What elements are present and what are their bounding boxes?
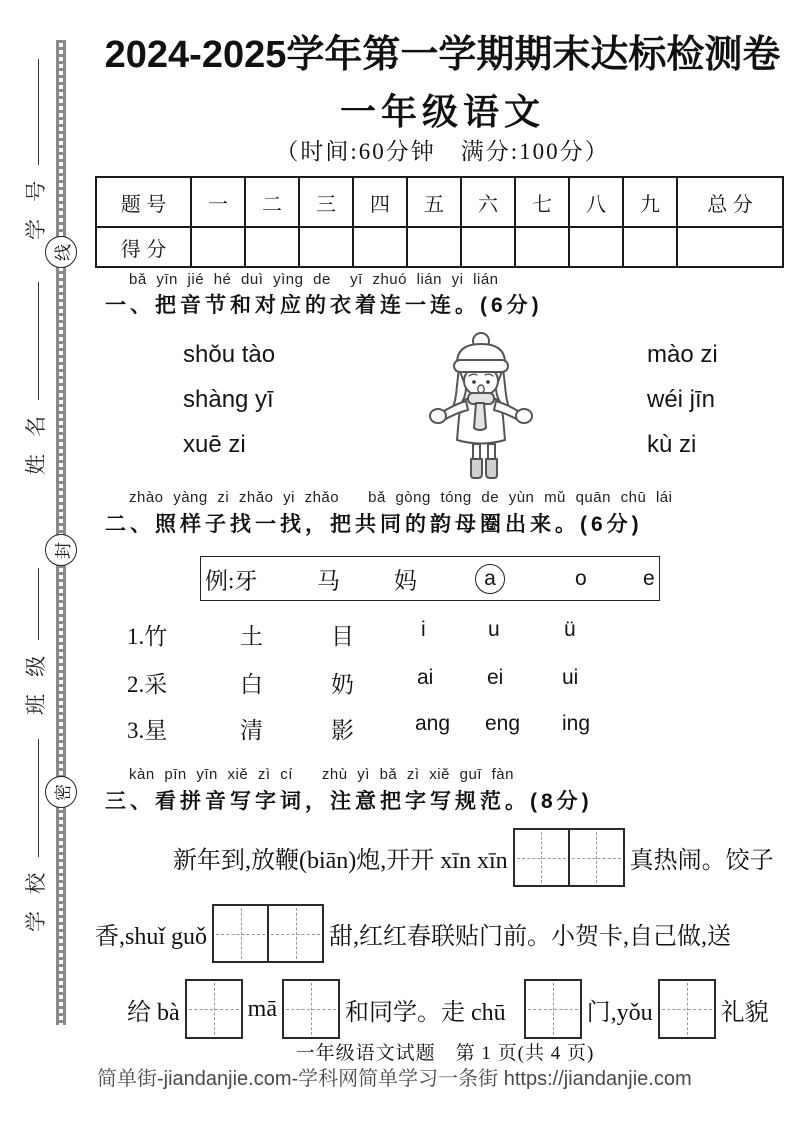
match-left-column bbox=[183, 341, 275, 476]
header-cell: 四 bbox=[353, 177, 407, 227]
boot-right bbox=[486, 459, 497, 478]
header-cell: 五 bbox=[407, 177, 461, 227]
score-table bbox=[95, 176, 784, 268]
exam-title: 2024-2025学年第一学期期末达标检测卷 bbox=[104, 34, 781, 76]
vowel-option: ui bbox=[562, 666, 579, 689]
line-text: 礼貌 bbox=[720, 999, 769, 1026]
row-char: 土 bbox=[240, 624, 263, 649]
score-cell bbox=[299, 227, 353, 267]
section2-heading: 二、照样子找一找，把共同的韵母圈出来。(6分) bbox=[105, 513, 643, 536]
section1-matching-area bbox=[95, 331, 795, 483]
score-cell bbox=[623, 227, 677, 267]
vowel-option: ing bbox=[562, 712, 591, 735]
writing-box-single-cell bbox=[658, 979, 716, 1039]
header-cell: 九 bbox=[623, 177, 677, 227]
vowel-option: ang bbox=[415, 712, 451, 735]
writing-cell bbox=[568, 830, 623, 885]
blank-line bbox=[34, 568, 39, 640]
vowel-option: e bbox=[643, 566, 655, 590]
example-label-char: 例:牙 bbox=[205, 568, 258, 593]
seal-label-student-id: 学 号 bbox=[24, 174, 48, 240]
header-cell: 总 分 bbox=[677, 177, 783, 227]
circled-vowel: a bbox=[475, 564, 505, 594]
writing-cell bbox=[267, 906, 322, 961]
exam-subject: 一年级语文 bbox=[339, 91, 545, 132]
girl-in-winter-clothes-illustration bbox=[413, 331, 545, 481]
page-footer: 一年级语文试题 第 1 页(共 4 页) bbox=[295, 1043, 595, 1064]
header-cell: 一 bbox=[191, 177, 245, 227]
writing-line-1 bbox=[95, 828, 774, 887]
writing-line-3 bbox=[95, 979, 769, 1039]
writing-cell bbox=[214, 906, 267, 961]
score-cell bbox=[191, 227, 245, 267]
writing-box-single-cell bbox=[185, 979, 243, 1039]
example-box bbox=[200, 556, 660, 601]
blank-line bbox=[34, 59, 39, 165]
match-right-column bbox=[647, 341, 718, 476]
score-cell bbox=[353, 227, 407, 267]
exam-time-score-info: （时间:60分钟 满分:100分） bbox=[275, 139, 610, 164]
line-text: 新年到,放鞭(biān)炮,开开 xīn xīn bbox=[173, 848, 508, 874]
header-cell: 七 bbox=[515, 177, 569, 227]
match-word: xuē zi bbox=[183, 431, 246, 458]
seal-field-student-id bbox=[20, 59, 50, 240]
score-cell bbox=[245, 227, 299, 267]
score-table-score-row bbox=[96, 227, 783, 267]
writing-cell bbox=[284, 981, 338, 1037]
seal-field-name bbox=[20, 282, 50, 475]
seal-field-school bbox=[20, 739, 50, 932]
vowel-row-1 bbox=[127, 618, 687, 650]
line-text: 甜,红红春联贴门前。小贺卡,自己做,送 bbox=[329, 924, 732, 950]
seal-stamp-line: 线 bbox=[45, 236, 77, 268]
header-cell: 六 bbox=[461, 177, 515, 227]
header-cell: 三 bbox=[299, 177, 353, 227]
score-cell bbox=[461, 227, 515, 267]
example-char: 妈 bbox=[394, 568, 417, 593]
line-text: 真热闹。饺子 bbox=[629, 848, 774, 874]
header-cell: 八 bbox=[569, 177, 623, 227]
score-cell bbox=[515, 227, 569, 267]
vowel-row-3 bbox=[127, 712, 687, 744]
row-char: 目 bbox=[331, 624, 354, 649]
writing-cell bbox=[187, 981, 241, 1037]
score-cell bbox=[569, 227, 623, 267]
section3-pinyin: kàn pīn yīn xiě zì cí zhù yì bǎ zì xiě guī fàn bbox=[129, 766, 514, 783]
line-text: 门,yǒu bbox=[586, 999, 653, 1026]
hat-brim bbox=[454, 360, 508, 372]
boot-left bbox=[471, 459, 482, 478]
vowel-option: u bbox=[488, 618, 500, 641]
seal-stamp-feng: 封 bbox=[45, 534, 77, 566]
vowel-option: ü bbox=[564, 618, 576, 641]
scarf-tail bbox=[474, 403, 486, 430]
vowel-option: ai bbox=[417, 666, 434, 689]
row-chars: 3.星 bbox=[127, 718, 168, 743]
vowel-option: i bbox=[421, 618, 426, 641]
score-cell bbox=[677, 227, 783, 267]
leg-left bbox=[473, 444, 480, 460]
writing-box-two-cell bbox=[513, 828, 625, 887]
section2-pinyin: zhào yàng zi zhǎo yi zhǎo bǎ gòng tóng de yùn mǔ quān chū lái bbox=[129, 489, 673, 506]
mitten-right bbox=[516, 409, 532, 423]
writing-box-single-cell bbox=[282, 979, 340, 1039]
match-word: wéi jīn bbox=[647, 386, 716, 413]
watermark-text: 简单街-jiandanjie.com-学科网简单学习一条街 https://jiandanjie.com bbox=[97, 1068, 692, 1090]
writing-box-single-cell bbox=[524, 979, 582, 1039]
score-row-label: 得 分 bbox=[96, 227, 191, 267]
header-cell: 二 bbox=[245, 177, 299, 227]
line-text: 和同学。走 chū bbox=[344, 999, 506, 1026]
row-char: 清 bbox=[240, 718, 263, 743]
example-char: 马 bbox=[317, 568, 340, 593]
seal-stamp-mi: 密 bbox=[45, 776, 77, 808]
match-word: kù zi bbox=[647, 431, 697, 458]
seal-label-school: 学 校 bbox=[24, 866, 48, 932]
writing-line-2 bbox=[95, 904, 731, 963]
match-word: shǒu tào bbox=[183, 341, 276, 368]
row-char: 影 bbox=[331, 718, 354, 743]
score-cell bbox=[407, 227, 461, 267]
vowel-option: o bbox=[575, 566, 587, 590]
score-table-header-row bbox=[96, 177, 783, 227]
writing-box-two-cell bbox=[212, 904, 324, 963]
line-text: 给 bà bbox=[127, 999, 180, 1026]
leg-right bbox=[488, 444, 495, 460]
line-text: 香,shuǐ guǒ bbox=[95, 924, 208, 950]
row-chars: 1.竹 bbox=[127, 624, 168, 649]
line-text: mā bbox=[247, 995, 277, 1022]
vowel-option: ei bbox=[487, 666, 504, 689]
writing-cell bbox=[526, 981, 580, 1037]
writing-cell bbox=[660, 981, 714, 1037]
writing-cell bbox=[515, 830, 568, 885]
blank-line bbox=[34, 739, 39, 857]
seal-dotted-line bbox=[56, 40, 66, 1025]
blank-line bbox=[34, 282, 39, 400]
mitten-left bbox=[430, 409, 446, 423]
row-char: 奶 bbox=[331, 672, 354, 697]
vowel-row-2 bbox=[127, 666, 687, 698]
seal-label-name: 姓 名 bbox=[24, 409, 48, 475]
row-chars: 2.采 bbox=[127, 672, 168, 697]
section1-pinyin: bǎ yīn jié hé duì yìng de yī zhuó lián yi lián bbox=[129, 271, 499, 288]
match-word: shàng yī bbox=[183, 386, 274, 413]
seal-field-class bbox=[20, 568, 50, 715]
vowel-option: eng bbox=[485, 712, 521, 735]
section1-heading: 一、把音节和对应的衣着连一连。(6分) bbox=[105, 294, 543, 317]
header-cell: 题 号 bbox=[96, 177, 191, 227]
section3-heading: 三、看拼音写字词，注意把字写规范。(8分) bbox=[105, 790, 593, 813]
row-char: 白 bbox=[240, 672, 263, 697]
seal-label-class: 班 级 bbox=[24, 649, 48, 715]
match-word: mào zi bbox=[647, 341, 718, 368]
